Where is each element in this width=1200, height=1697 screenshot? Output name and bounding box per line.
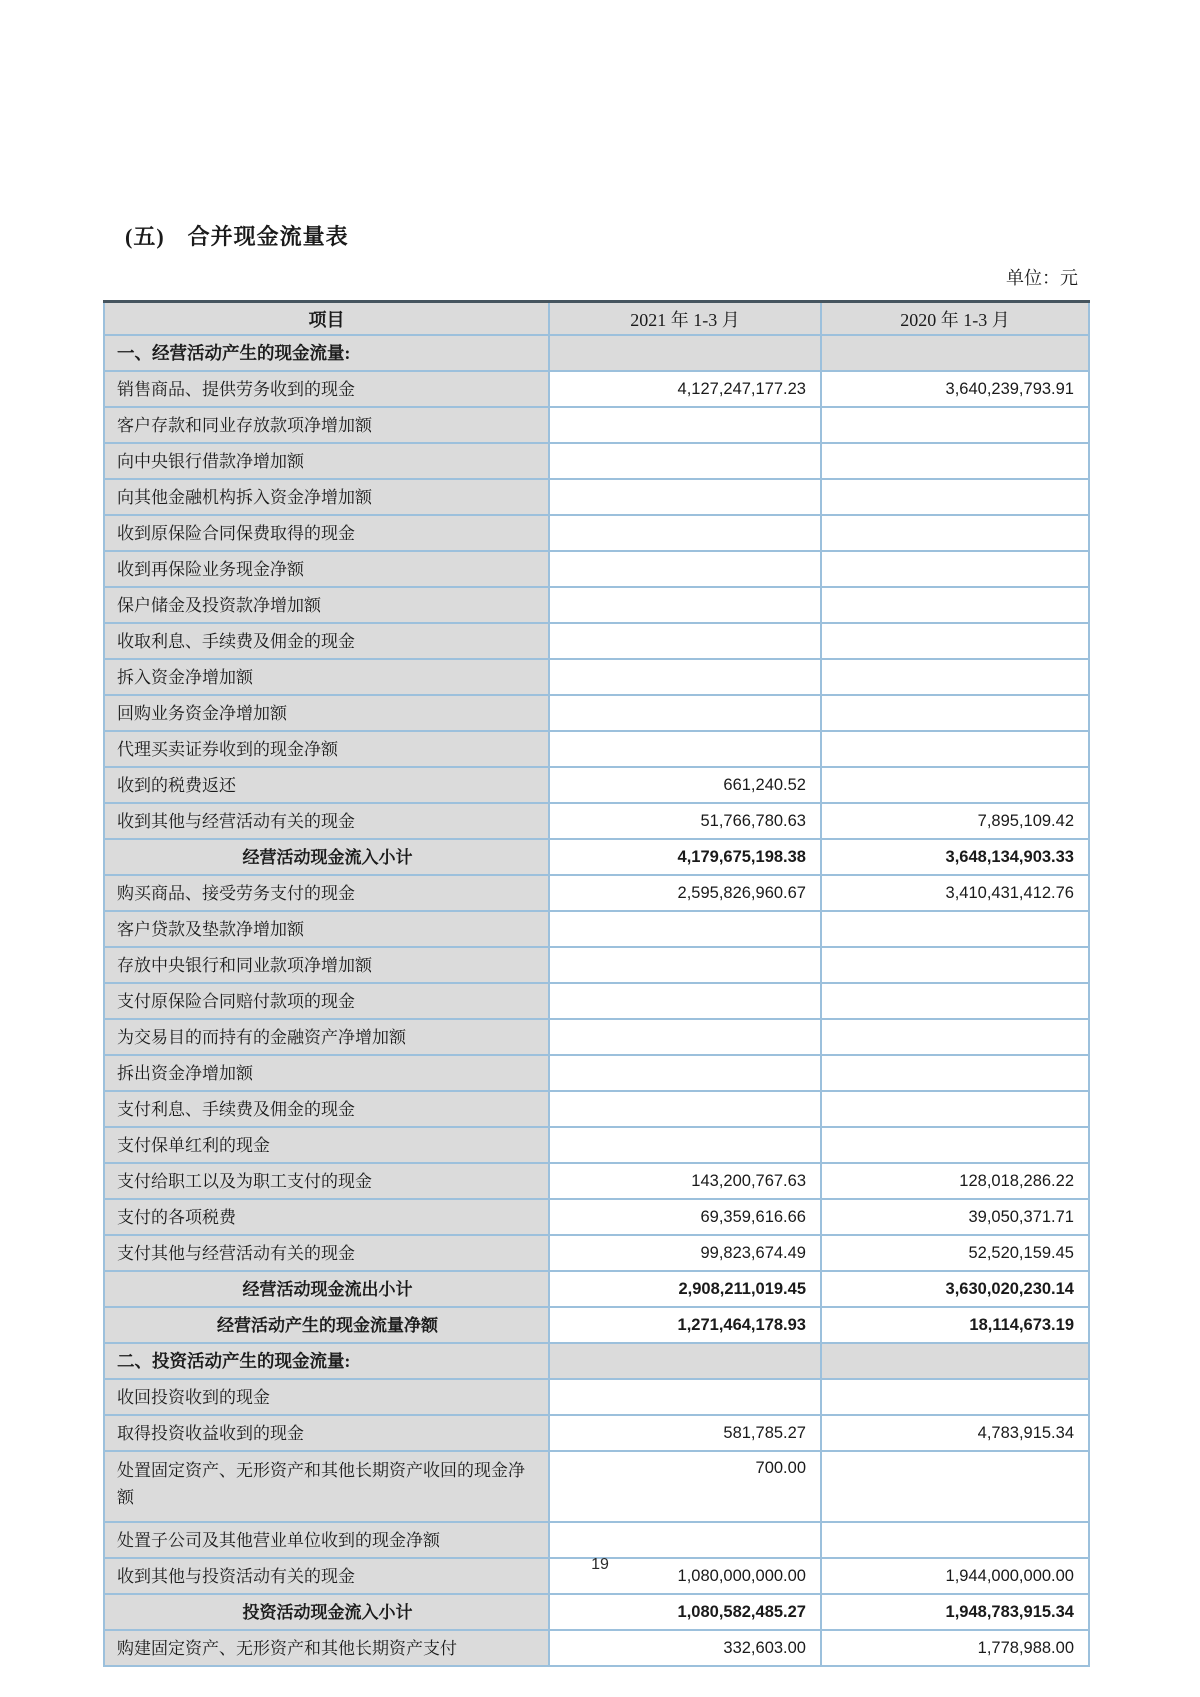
value-cell-2020	[821, 1127, 1089, 1163]
table-row-data	[104, 1127, 1089, 1163]
value-cell-2020: 4,783,915.34	[821, 1415, 1089, 1451]
value-cell-2020: 7,895,109.42	[821, 803, 1089, 839]
value-cell-2021	[549, 731, 821, 767]
row-label-cell: 销售商品、提供劳务收到的现金	[104, 371, 549, 407]
table-row-data	[104, 515, 1089, 551]
value-cell-2021	[549, 515, 821, 551]
table-row-data	[104, 983, 1089, 1019]
row-label-cell: 拆出资金净增加额	[104, 1055, 549, 1091]
value-cell-2020	[821, 1343, 1089, 1379]
value-cell-2020	[821, 587, 1089, 623]
value-cell-2021: 2,595,826,960.67	[549, 875, 821, 911]
value-cell-2020: 3,648,134,903.33	[821, 839, 1089, 875]
value-cell-2021: 69,359,616.66	[549, 1199, 821, 1235]
row-label-cell: 收取利息、手续费及佣金的现金	[104, 623, 549, 659]
row-label-cell: 二、投资活动产生的现金流量:	[104, 1343, 549, 1379]
row-label-cell: 客户存款和同业存放款项净增加额	[104, 407, 549, 443]
row-label-cell: 为交易目的而持有的金融资产净增加额	[104, 1019, 549, 1055]
row-label-cell: 经营活动现金流入小计	[104, 839, 549, 875]
row-label-cell: 向中央银行借款净增加额	[104, 443, 549, 479]
row-label-cell: 购建固定资产、无形资产和其他长期资产支付	[104, 1630, 549, 1666]
table-row-data	[104, 551, 1089, 587]
value-cell-2020: 1,944,000,000.00	[821, 1558, 1089, 1594]
table-body	[104, 335, 1089, 1666]
row-label-cell: 代理买卖证券收到的现金净额	[104, 731, 549, 767]
column-header-item: 项目	[104, 302, 549, 336]
row-label-cell: 一、经营活动产生的现金流量:	[104, 335, 549, 371]
table-row-data	[104, 587, 1089, 623]
row-label-cell: 收到的税费返还	[104, 767, 549, 803]
value-cell-2020	[821, 407, 1089, 443]
row-label-cell: 拆入资金净增加额	[104, 659, 549, 695]
table-row-data	[104, 803, 1089, 839]
table-row-data	[104, 443, 1089, 479]
row-label-cell: 回购业务资金净增加额	[104, 695, 549, 731]
value-cell-2021	[549, 1019, 821, 1055]
table-row-data	[104, 1630, 1089, 1666]
value-cell-2021	[549, 1522, 821, 1558]
value-cell-2021	[549, 1343, 821, 1379]
value-cell-2020	[821, 1055, 1089, 1091]
value-cell-2021	[549, 587, 821, 623]
table-row-section	[104, 335, 1089, 371]
row-label-cell: 购买商品、接受劳务支付的现金	[104, 875, 549, 911]
value-cell-2020	[821, 947, 1089, 983]
table-row-data	[104, 767, 1089, 803]
value-cell-2021	[549, 623, 821, 659]
table-row-section	[104, 1343, 1089, 1379]
value-cell-2020: 128,018,286.22	[821, 1163, 1089, 1199]
value-cell-2021	[549, 551, 821, 587]
value-cell-2021: 99,823,674.49	[549, 1235, 821, 1271]
row-label-cell: 客户贷款及垫款净增加额	[104, 911, 549, 947]
row-label-cell: 处置子公司及其他营业单位收到的现金净额	[104, 1522, 549, 1558]
table-row-subtotal	[104, 839, 1089, 875]
table-row-data	[104, 1379, 1089, 1415]
value-cell-2020: 1,948,783,915.34	[821, 1594, 1089, 1630]
value-cell-2021	[549, 947, 821, 983]
value-cell-2020	[821, 731, 1089, 767]
row-label-cell: 支付原保险合同赔付款项的现金	[104, 983, 549, 1019]
value-cell-2020	[821, 479, 1089, 515]
value-cell-2020: 3,640,239,793.91	[821, 371, 1089, 407]
value-cell-2020	[821, 515, 1089, 551]
table-row-subtotal	[104, 1307, 1089, 1343]
value-cell-2020	[821, 1379, 1089, 1415]
row-label-cell: 经营活动现金流出小计	[104, 1271, 549, 1307]
value-cell-2020	[821, 1451, 1089, 1522]
value-cell-2021: 1,271,464,178.93	[549, 1307, 821, 1343]
value-cell-2021	[549, 911, 821, 947]
table-row-data	[104, 623, 1089, 659]
value-cell-2021	[549, 983, 821, 1019]
table-row-subtotal	[104, 1271, 1089, 1307]
value-cell-2021	[549, 443, 821, 479]
value-cell-2020	[821, 695, 1089, 731]
table-row-subtotal	[104, 1594, 1089, 1630]
value-cell-2021: 4,127,247,177.23	[549, 371, 821, 407]
table-row-data	[104, 1019, 1089, 1055]
value-cell-2021: 700.00	[549, 1451, 821, 1522]
value-cell-2020	[821, 1522, 1089, 1558]
row-label-cell: 处置固定资产、无形资产和其他长期资产收回的现金净额	[104, 1451, 549, 1522]
row-label-cell: 支付保单红利的现金	[104, 1127, 549, 1163]
unit-label: 单位：元	[1006, 268, 1078, 288]
column-header-2021: 2021 年 1-3 月	[549, 302, 821, 336]
table-row-data	[104, 1199, 1089, 1235]
row-label-cell: 支付利息、手续费及佣金的现金	[104, 1091, 549, 1127]
table-row-data	[104, 479, 1089, 515]
value-cell-2021	[549, 1379, 821, 1415]
value-cell-2020: 52,520,159.45	[821, 1235, 1089, 1271]
value-cell-2020	[821, 551, 1089, 587]
value-cell-2021	[549, 659, 821, 695]
value-cell-2021	[549, 335, 821, 371]
row-label-cell: 投资活动现金流入小计	[104, 1594, 549, 1630]
value-cell-2020: 39,050,371.71	[821, 1199, 1089, 1235]
table-row-data	[104, 911, 1089, 947]
row-label-cell: 收到其他与投资活动有关的现金	[104, 1558, 549, 1594]
row-label-cell: 收到再保险业务现金净额	[104, 551, 549, 587]
value-cell-2020: 18,114,673.19	[821, 1307, 1089, 1343]
row-label-cell: 存放中央银行和同业款项净增加额	[104, 947, 549, 983]
row-label-cell: 支付给职工以及为职工支付的现金	[104, 1163, 549, 1199]
value-cell-2020	[821, 659, 1089, 695]
value-cell-2020	[821, 911, 1089, 947]
page-number: 19	[591, 1556, 609, 1573]
table-row-data	[104, 1415, 1089, 1451]
table-row-data	[104, 1451, 1089, 1522]
value-cell-2020	[821, 1091, 1089, 1127]
table-row-data	[104, 407, 1089, 443]
table-header-row	[104, 302, 1089, 336]
table-row-data	[104, 1235, 1089, 1271]
page-title: (五) 合并现金流量表	[125, 224, 349, 249]
value-cell-2021: 581,785.27	[549, 1415, 821, 1451]
row-label-cell: 支付其他与经营活动有关的现金	[104, 1235, 549, 1271]
table-row-data	[104, 875, 1089, 911]
column-header-2020: 2020 年 1-3 月	[821, 302, 1089, 336]
value-cell-2020	[821, 983, 1089, 1019]
value-cell-2020	[821, 443, 1089, 479]
row-label-cell: 保户储金及投资款净增加额	[104, 587, 549, 623]
table-row-data	[104, 731, 1089, 767]
value-cell-2021	[549, 1127, 821, 1163]
value-cell-2021: 1,080,582,485.27	[549, 1594, 821, 1630]
table-row-data	[104, 659, 1089, 695]
row-label-cell: 收回投资收到的现金	[104, 1379, 549, 1415]
table-row-data	[104, 947, 1089, 983]
table-row-data	[104, 1091, 1089, 1127]
value-cell-2021	[549, 479, 821, 515]
row-label-cell: 经营活动产生的现金流量净额	[104, 1307, 549, 1343]
cash-flow-table	[103, 300, 1090, 1667]
value-cell-2021: 4,179,675,198.38	[549, 839, 821, 875]
value-cell-2021	[549, 1091, 821, 1127]
value-cell-2021: 332,603.00	[549, 1630, 821, 1666]
value-cell-2020: 1,778,988.00	[821, 1630, 1089, 1666]
value-cell-2020	[821, 623, 1089, 659]
row-label-cell: 取得投资收益收到的现金	[104, 1415, 549, 1451]
value-cell-2020	[821, 1019, 1089, 1055]
value-cell-2020: 3,410,431,412.76	[821, 875, 1089, 911]
value-cell-2021	[549, 1055, 821, 1091]
value-cell-2020	[821, 767, 1089, 803]
table-row-data	[104, 695, 1089, 731]
value-cell-2021: 143,200,767.63	[549, 1163, 821, 1199]
value-cell-2020	[821, 335, 1089, 371]
value-cell-2020: 3,630,020,230.14	[821, 1271, 1089, 1307]
row-label-cell: 支付的各项税费	[104, 1199, 549, 1235]
table-row-data	[104, 1522, 1089, 1558]
table-row-data	[104, 1055, 1089, 1091]
row-label-cell: 收到其他与经营活动有关的现金	[104, 803, 549, 839]
value-cell-2021	[549, 407, 821, 443]
value-cell-2021	[549, 695, 821, 731]
row-label-cell: 收到原保险合同保费取得的现金	[104, 515, 549, 551]
value-cell-2021: 2,908,211,019.45	[549, 1271, 821, 1307]
table-row-data	[104, 1163, 1089, 1199]
value-cell-2021: 51,766,780.63	[549, 803, 821, 839]
table-row-data	[104, 371, 1089, 407]
value-cell-2021: 661,240.52	[549, 767, 821, 803]
row-label-cell: 向其他金融机构拆入资金净增加额	[104, 479, 549, 515]
value-cell-2021: 1,080,000,000.00	[549, 1558, 821, 1594]
